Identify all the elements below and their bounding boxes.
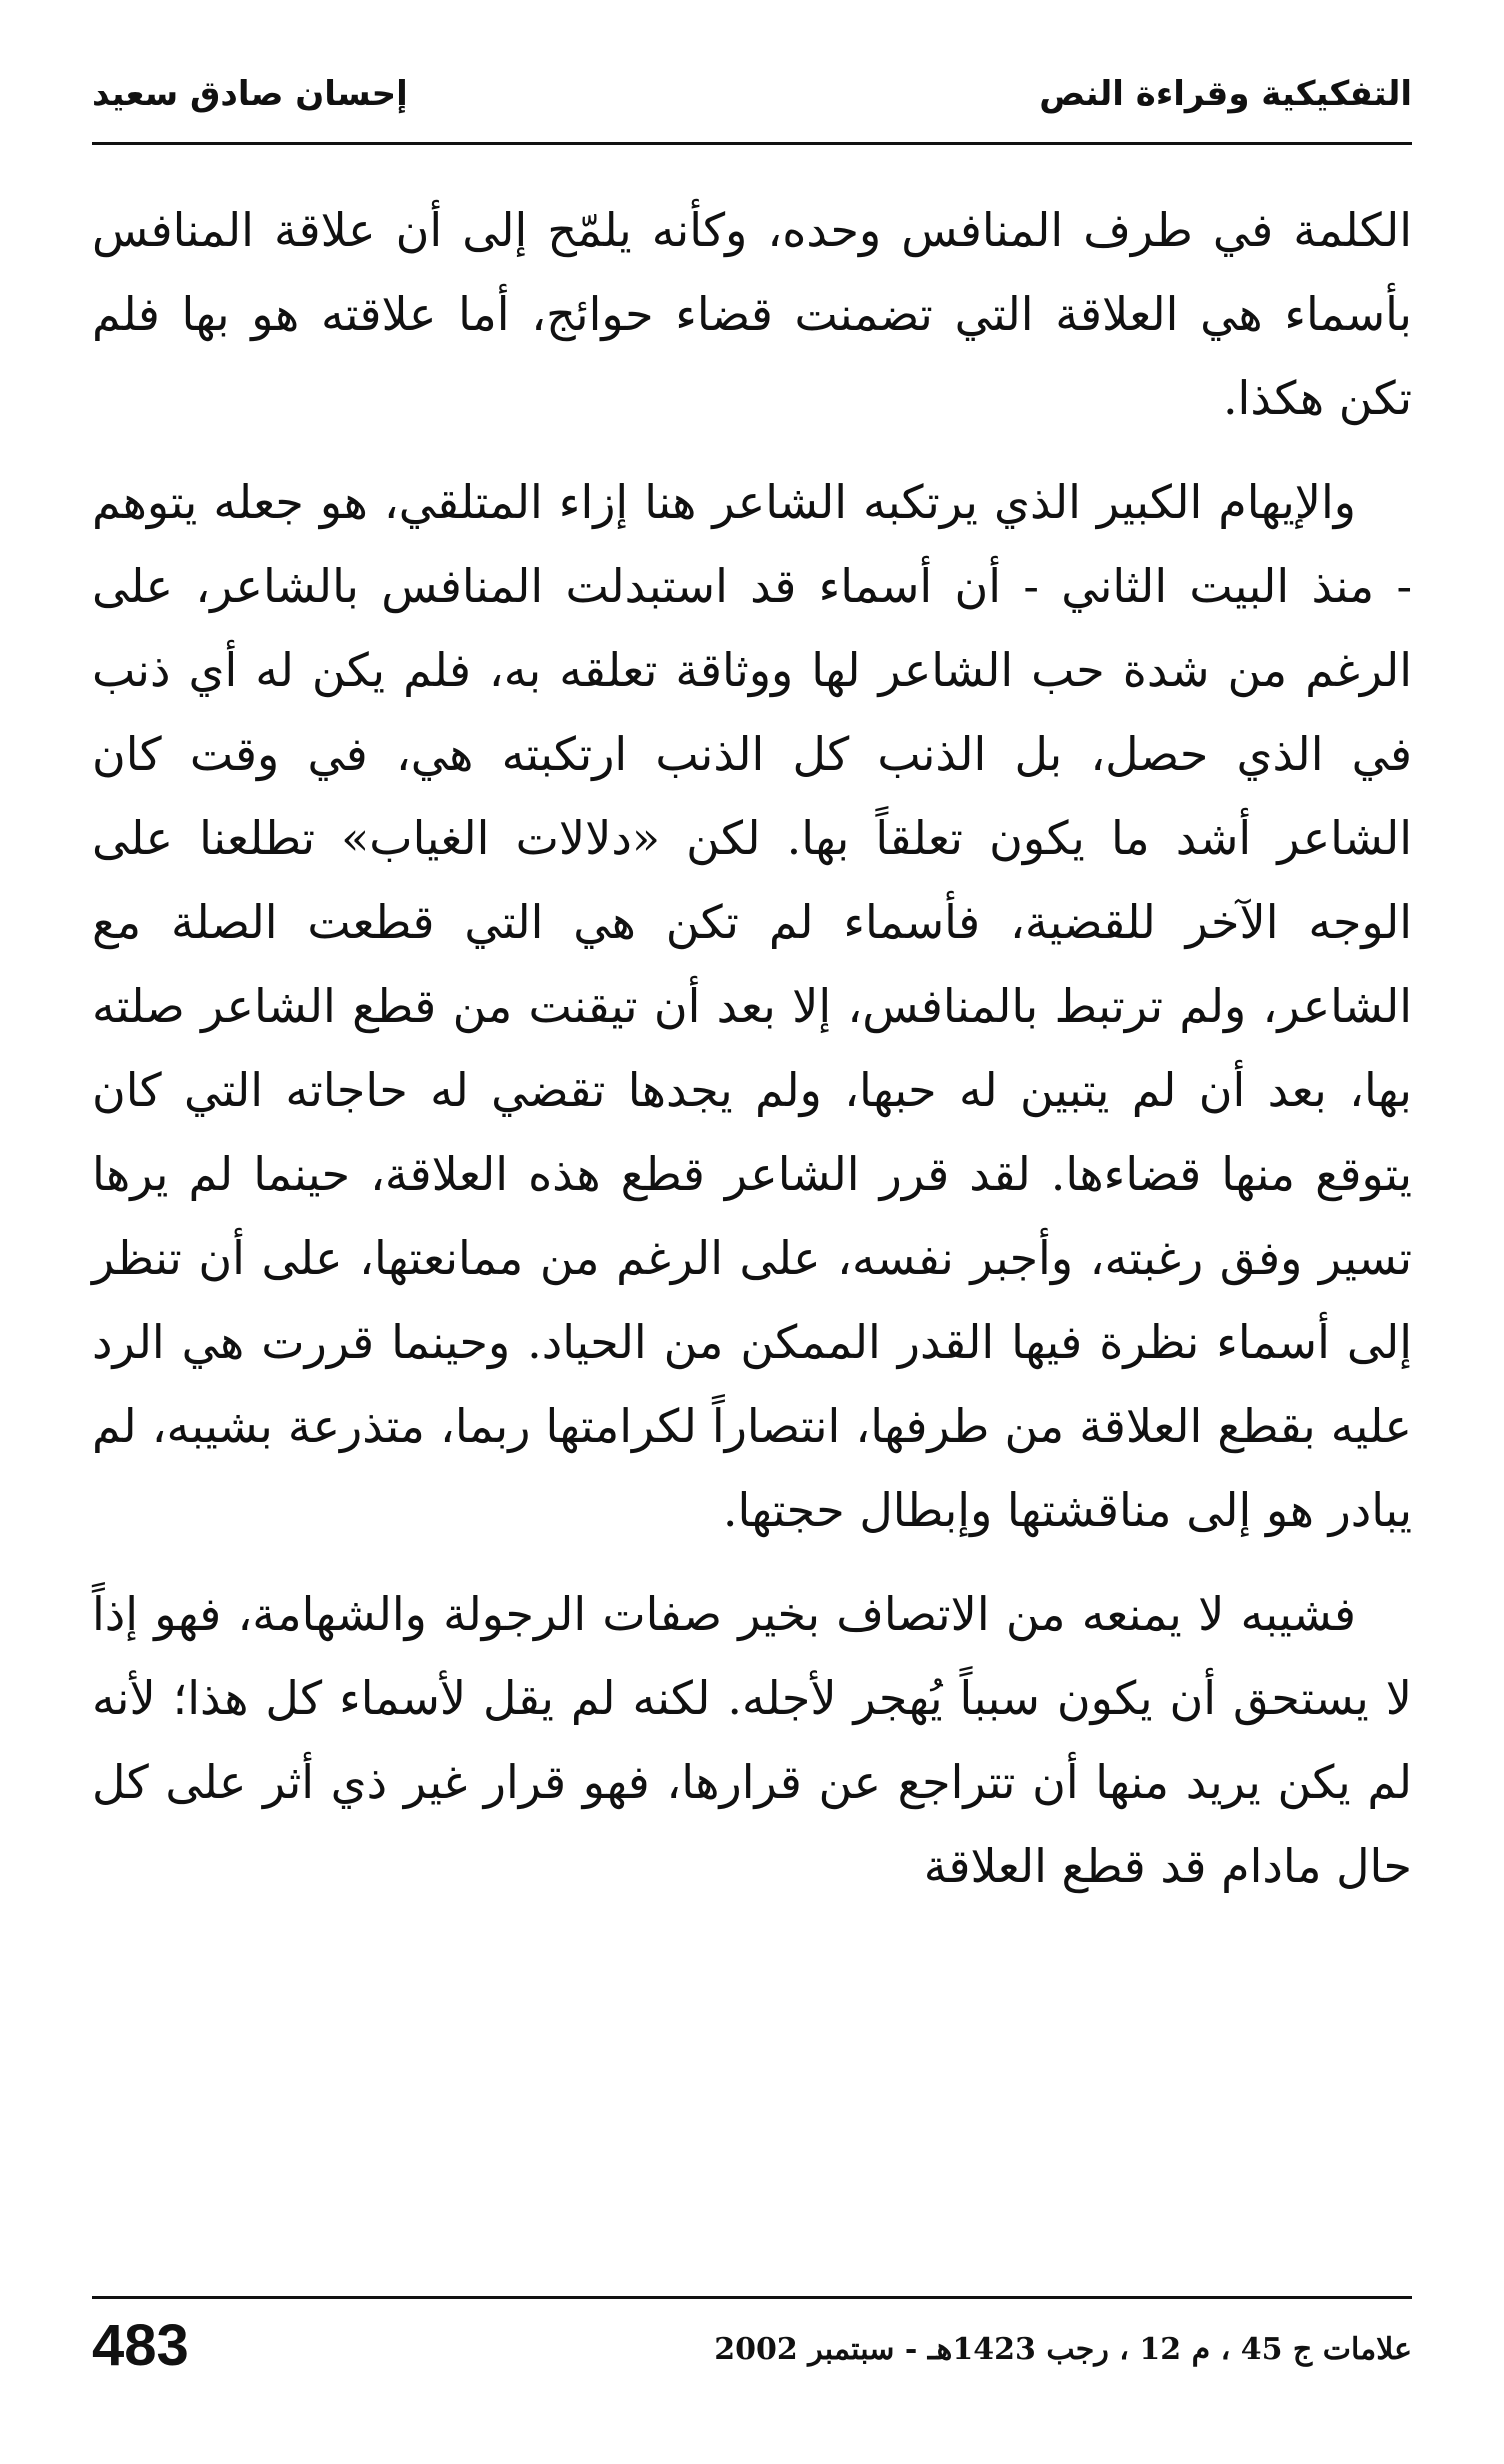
footer-rule bbox=[92, 2296, 1412, 2299]
page-number: 483 bbox=[92, 2313, 189, 2378]
running-header bbox=[92, 64, 1412, 124]
paragraph-3: فشيبه لا يمنعه من الاتصاف بخير صفات الرجولة والشهامة، فهو إذاً لا يستحق أن يكون سبباً يُهجر لأجله. لكنه لم يقل لأسماء كل هذا؛ لأنه لم يكن يريد منها أن تتراجع عن قرارها، فهو قرار غير ذي أثر على كل حال مادام قد قطع العلاقة bbox=[92, 1587, 1412, 1893]
header-title: التفكيكية وقراءة النص bbox=[1039, 74, 1412, 114]
body-text bbox=[92, 188, 1412, 1928]
journal-citation: علامات ج 45 ، م 12 ، رجب 1423هـ - سبتمبر 2002 bbox=[714, 2332, 1412, 2367]
paragraph-2: والإيهام الكبير الذي يرتكبه الشاعر هنا إزاء المتلقي، هو جعله يتوهم - منذ البيت الثاني - أن أسماء قد استبدلت المنافس بالشاعر، على الرغم من شدة حب الشاعر لها ووثاقة تعلقه به، فلم يكن له أي ذنب في الذي حصل، بل الذنب كل الذنب ارتكبته هي، في وقت كان الشاعر أشد ما يكون تعلقاً بها. لكن «دلالات الغياب» تطلعنا على الوجه الآخر للقضية، فأسماء لم تكن هي التي قطعت الصلة مع الشاعر، ولم ترتبط بالمنافس، إلا بعد أن تيقنت من قطع الشاعر صلته بها، بعد أن لم يتبين له حبها، ولم يجدها تقضي له حاجاته التي كان يتوقع منها قضاءها. لقد قرر الشاعر قطع هذه العلاقة، حينما لم يرها تسير وفق رغبته، وأجبر نفسه، على الرغم من ممانعتها، على أن تنظر إلى أسماء نظرة فيها القدر الممكن من الحياد. وحينما قررت هي الرد عليه بقطع العلاقة من طرفها، انتصاراً لكرامتها ربما، متذرعة بشيبه، لم يبادر هو إلى مناقشتها وإبطال حجتها. bbox=[92, 475, 1412, 1537]
header-rule bbox=[92, 142, 1412, 145]
page-footer bbox=[92, 2312, 1412, 2392]
header-author: إحسان صادق سعيد bbox=[92, 74, 408, 114]
paragraph-1: الكلمة في طرف المنافس وحده، وكأنه يلمّح إلى أن علاقة المنافس بأسماء هي العلاقة التي تضمنت قضاء حوائج، أما علاقته هو بها فلم تكن هكذا. bbox=[92, 203, 1412, 425]
